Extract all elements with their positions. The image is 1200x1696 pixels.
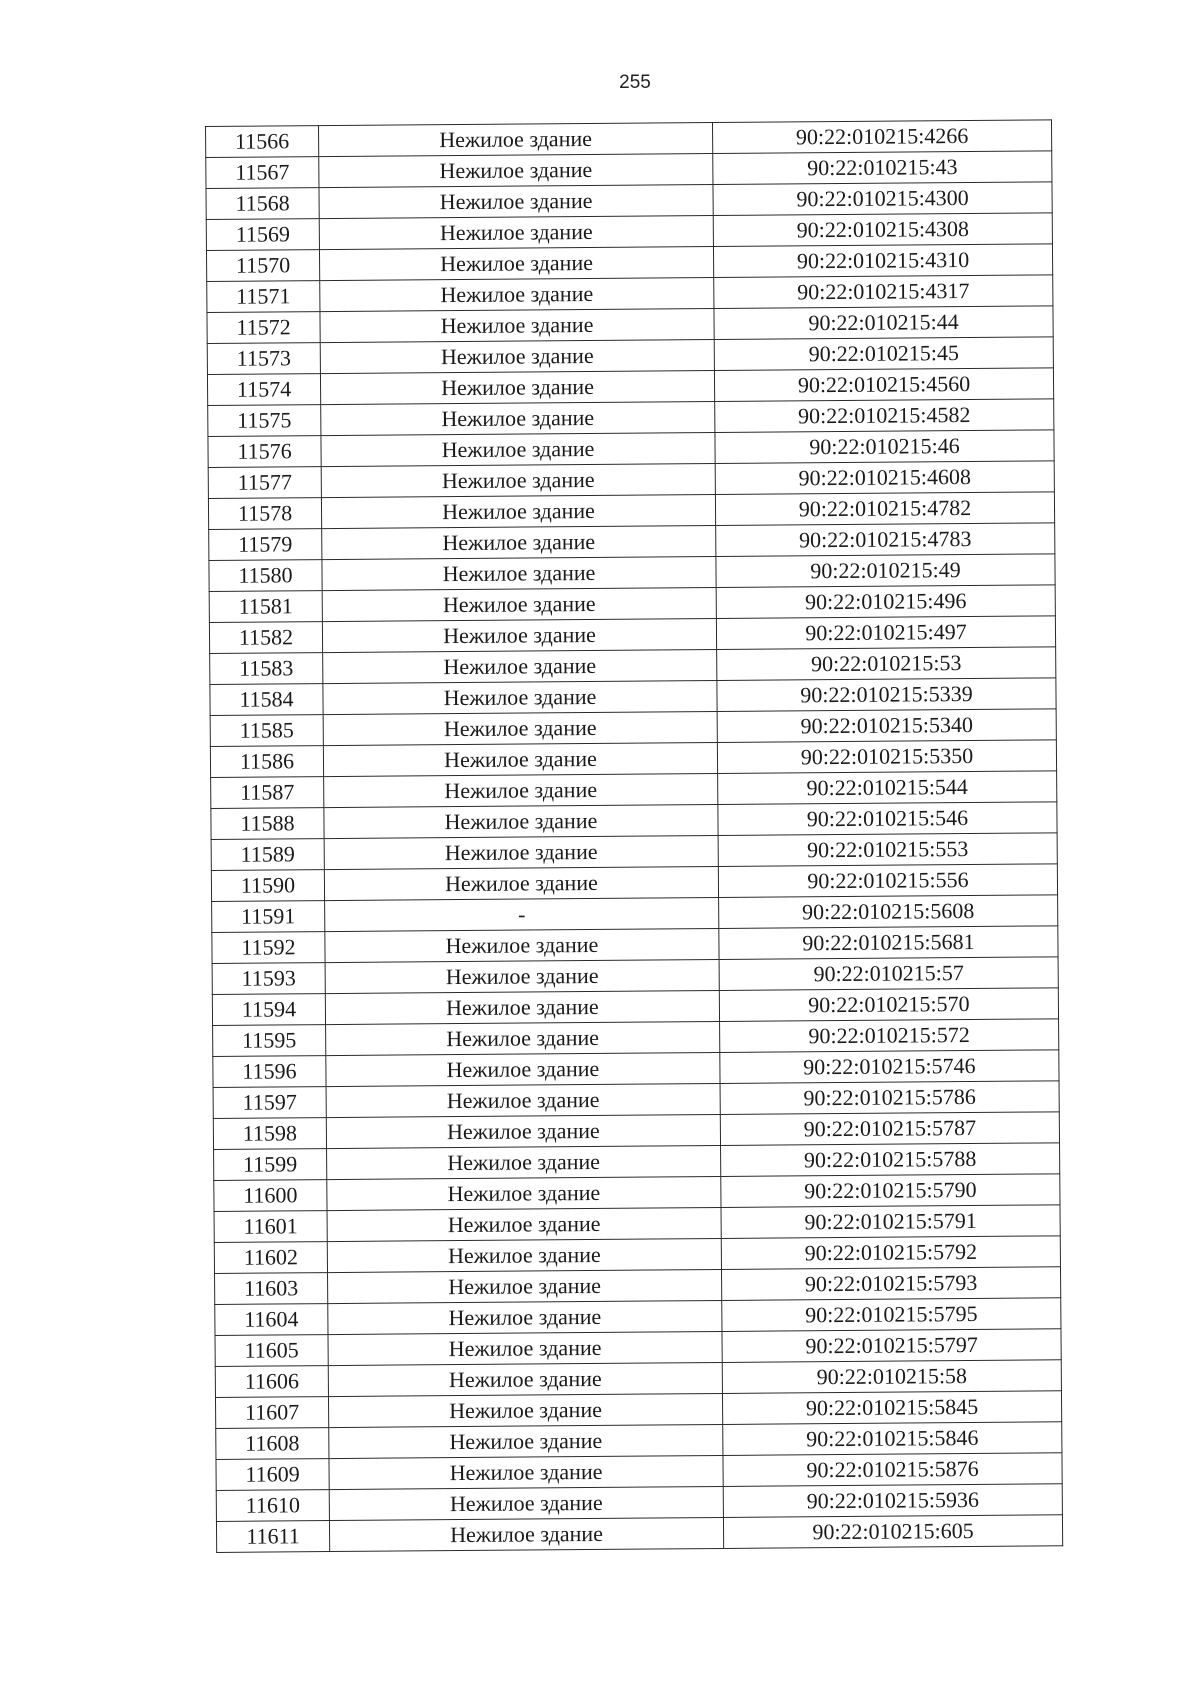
cadastral-number-cell: 90:22:010215:570 (719, 988, 1058, 1022)
object-name-cell: Нежилое здание (326, 1083, 720, 1117)
cadastral-number-cell: 90:22:010215:544 (718, 771, 1057, 805)
cadastral-number-cell: 90:22:010215:546 (718, 802, 1057, 836)
cadastral-number-cell: 90:22:010215:45 (714, 337, 1053, 371)
object-name-cell: Нежилое здание (325, 959, 719, 993)
row-number-cell: 11603 (215, 1273, 328, 1305)
object-name-cell: Нежилое здание (326, 1114, 720, 1148)
cadastral-number-cell: 90:22:010215:53 (717, 647, 1056, 681)
cadastral-number-cell: 90:22:010215:4608 (715, 461, 1054, 495)
row-number-cell: 11578 (208, 498, 321, 530)
object-name-cell: Нежилое здание (324, 804, 718, 838)
object-name-cell: Нежилое здание (328, 1393, 722, 1427)
cadastral-number-cell: 90:22:010215:605 (723, 1515, 1062, 1549)
object-name-cell: Нежилое здание (323, 649, 717, 683)
row-number-cell: 11569 (206, 219, 319, 251)
object-name-cell: Нежилое здание (327, 1238, 721, 1272)
object-name-cell: Нежилое здание (323, 680, 717, 714)
row-number-cell: 11585 (210, 715, 323, 747)
object-name-cell: Нежилое здание (322, 587, 716, 621)
row-number-cell: 11604 (215, 1304, 328, 1336)
object-name-cell: Нежилое здание (319, 247, 713, 281)
table-row (216, 1515, 1062, 1553)
object-name-cell: Нежилое здание (320, 340, 714, 374)
row-number-cell: 11583 (210, 653, 323, 685)
row-number-cell: 11568 (206, 188, 319, 220)
object-name-cell: Нежилое здание (326, 1021, 720, 1055)
cadastral-number-cell: 90:22:010215:5350 (717, 740, 1056, 774)
cadastral-number-cell: 90:22:010215:572 (720, 1019, 1059, 1053)
object-name-cell: Нежилое здание (329, 1517, 723, 1551)
row-number-cell: 11608 (216, 1428, 329, 1460)
row-number-cell: 11590 (211, 870, 324, 902)
object-name-cell: Нежилое здание (323, 711, 717, 745)
object-name-cell: Нежилое здание (322, 526, 716, 560)
cadastral-number-cell: 90:22:010215:5788 (721, 1143, 1060, 1177)
object-name-cell: Нежилое здание (325, 990, 719, 1024)
cadastral-number-cell: 90:22:010215:4266 (712, 120, 1051, 154)
row-number-cell: 11573 (207, 343, 320, 375)
cadastral-number-cell: 90:22:010215:5681 (719, 926, 1058, 960)
object-name-cell: Нежилое здание (328, 1269, 722, 1303)
row-number-cell: 11591 (212, 901, 325, 933)
cadastral-number-cell: 90:22:010215:49 (716, 554, 1055, 588)
object-name-cell: Нежилое здание (322, 557, 716, 591)
row-number-cell: 11607 (215, 1397, 328, 1429)
object-name-cell: Нежилое здание (327, 1207, 721, 1241)
object-name-cell: Нежилое здание (319, 154, 713, 188)
object-name-cell: Нежилое здание (324, 866, 718, 900)
cadastral-number-cell: 90:22:010215:44 (714, 306, 1053, 340)
object-name-cell: Нежилое здание (321, 464, 715, 498)
cadastral-number-cell: 90:22:010215:4317 (714, 275, 1053, 309)
object-name-cell: Нежилое здание (325, 928, 719, 962)
object-name-cell: Нежилое здание (329, 1424, 723, 1458)
object-name-cell: Нежилое здание (324, 835, 718, 869)
row-number-cell: 11576 (208, 436, 321, 468)
cadastral-number-cell: 90:22:010215:5339 (717, 678, 1056, 712)
row-number-cell: 11567 (206, 157, 319, 189)
cadastral-number-cell: 90:22:010215:497 (716, 616, 1055, 650)
cadastral-number-cell: 90:22:010215:4308 (713, 213, 1052, 247)
property-registry-table (205, 119, 1063, 1553)
row-number-cell: 11580 (209, 560, 322, 592)
row-number-cell: 11584 (210, 684, 323, 716)
object-name-cell: Нежилое здание (319, 123, 713, 157)
cadastral-number-cell: 90:22:010215:5746 (720, 1050, 1059, 1084)
object-name-cell: Нежилое здание (319, 185, 713, 219)
row-number-cell: 11574 (207, 374, 320, 406)
row-number-cell: 11571 (207, 281, 320, 313)
object-name-cell: Нежилое здание (321, 433, 715, 467)
cadastral-number-cell: 90:22:010215:5790 (721, 1174, 1060, 1208)
row-number-cell: 11611 (216, 1521, 329, 1553)
row-number-cell: 11600 (214, 1180, 327, 1212)
cadastral-number-cell: 90:22:010215:4310 (713, 244, 1052, 278)
row-number-cell: 11599 (214, 1149, 327, 1181)
row-number-cell: 11572 (207, 312, 320, 344)
object-name-cell: Нежилое здание (327, 1176, 721, 1210)
cadastral-number-cell: 90:22:010215:5936 (723, 1484, 1062, 1518)
row-number-cell: 11589 (211, 839, 324, 871)
row-number-cell: 11579 (209, 529, 322, 561)
row-number-cell: 11588 (211, 808, 324, 840)
row-number-cell: 11601 (214, 1211, 327, 1243)
cadastral-number-cell: 90:22:010215:4783 (716, 523, 1055, 557)
row-number-cell: 11602 (214, 1242, 327, 1274)
cadastral-number-cell: 90:22:010215:5793 (721, 1267, 1060, 1301)
object-name-cell: Нежилое здание (322, 618, 716, 652)
row-number-cell: 11577 (208, 467, 321, 499)
registry-table-body (206, 120, 1063, 1553)
cadastral-number-cell: 90:22:010215:5876 (723, 1453, 1062, 1487)
row-number-cell: 11586 (210, 746, 323, 778)
object-name-cell: Нежилое здание (324, 773, 718, 807)
cadastral-number-cell: 90:22:010215:4560 (714, 368, 1053, 402)
cadastral-number-cell: 90:22:010215:5340 (717, 709, 1056, 743)
row-number-cell: 11592 (212, 932, 325, 964)
object-name-cell: Нежилое здание (327, 1145, 721, 1179)
cadastral-number-cell: 90:22:010215:556 (718, 864, 1057, 898)
row-number-cell: 11582 (209, 622, 322, 654)
row-number-cell: 11606 (215, 1366, 328, 1398)
row-number-cell: 11594 (212, 994, 325, 1026)
row-number-cell: 11593 (212, 963, 325, 995)
object-name-cell: Нежилое здание (329, 1455, 723, 1489)
cadastral-number-cell: 90:22:010215:4300 (713, 182, 1052, 216)
row-number-cell: 11596 (213, 1056, 326, 1088)
row-number-cell: 11587 (211, 777, 324, 809)
row-number-cell: 11597 (213, 1087, 326, 1119)
object-name-cell: Нежилое здание (328, 1362, 722, 1396)
cadastral-number-cell: 90:22:010215:43 (713, 151, 1052, 185)
object-name-cell: Нежилое здание (328, 1300, 722, 1334)
row-number-cell: 11595 (213, 1025, 326, 1057)
cadastral-number-cell: 90:22:010215:5797 (722, 1329, 1061, 1363)
row-number-cell: 11598 (213, 1118, 326, 1150)
cadastral-number-cell: 90:22:010215:5845 (722, 1391, 1061, 1425)
cadastral-number-cell: 90:22:010215:57 (719, 957, 1058, 991)
cadastral-number-cell: 90:22:010215:5608 (719, 895, 1058, 929)
cadastral-number-cell: 90:22:010215:496 (716, 585, 1055, 619)
object-name-cell: Нежилое здание (326, 1052, 720, 1086)
row-number-cell: 11581 (209, 591, 322, 623)
object-name-cell: Нежилое здание (321, 402, 715, 436)
row-number-cell: 11575 (208, 405, 321, 437)
row-number-cell: 11566 (206, 126, 319, 158)
object-name-cell: Нежилое здание (329, 1486, 723, 1520)
object-name-cell: Нежилое здание (328, 1331, 722, 1365)
cadastral-number-cell: 90:22:010215:46 (715, 430, 1054, 464)
cadastral-number-cell: 90:22:010215:58 (722, 1360, 1061, 1394)
object-name-cell: Нежилое здание (320, 371, 714, 405)
row-number-cell: 11605 (215, 1335, 328, 1367)
object-name-cell: Нежилое здание (320, 309, 714, 343)
cadastral-number-cell: 90:22:010215:5792 (721, 1236, 1060, 1270)
object-name-cell: Нежилое здание (321, 495, 715, 529)
object-name-cell: Нежилое здание (319, 216, 713, 250)
object-name-cell: Нежилое здание (320, 278, 714, 312)
page-number: 255 (619, 72, 651, 93)
cadastral-number-cell: 90:22:010215:4782 (715, 492, 1054, 526)
cadastral-number-cell: 90:22:010215:5791 (721, 1205, 1060, 1239)
object-name-cell: - (325, 897, 719, 931)
row-number-cell: 11610 (216, 1490, 329, 1522)
cadastral-number-cell: 90:22:010215:5787 (720, 1112, 1059, 1146)
row-number-cell: 11609 (216, 1459, 329, 1491)
cadastral-number-cell: 90:22:010215:5846 (723, 1422, 1062, 1456)
row-number-cell: 11570 (206, 250, 319, 282)
cadastral-number-cell: 90:22:010215:4582 (715, 399, 1054, 433)
cadastral-number-cell: 90:22:010215:553 (718, 833, 1057, 867)
cadastral-number-cell: 90:22:010215:5786 (720, 1081, 1059, 1115)
object-name-cell: Нежилое здание (323, 742, 717, 776)
cadastral-number-cell: 90:22:010215:5795 (722, 1298, 1061, 1332)
